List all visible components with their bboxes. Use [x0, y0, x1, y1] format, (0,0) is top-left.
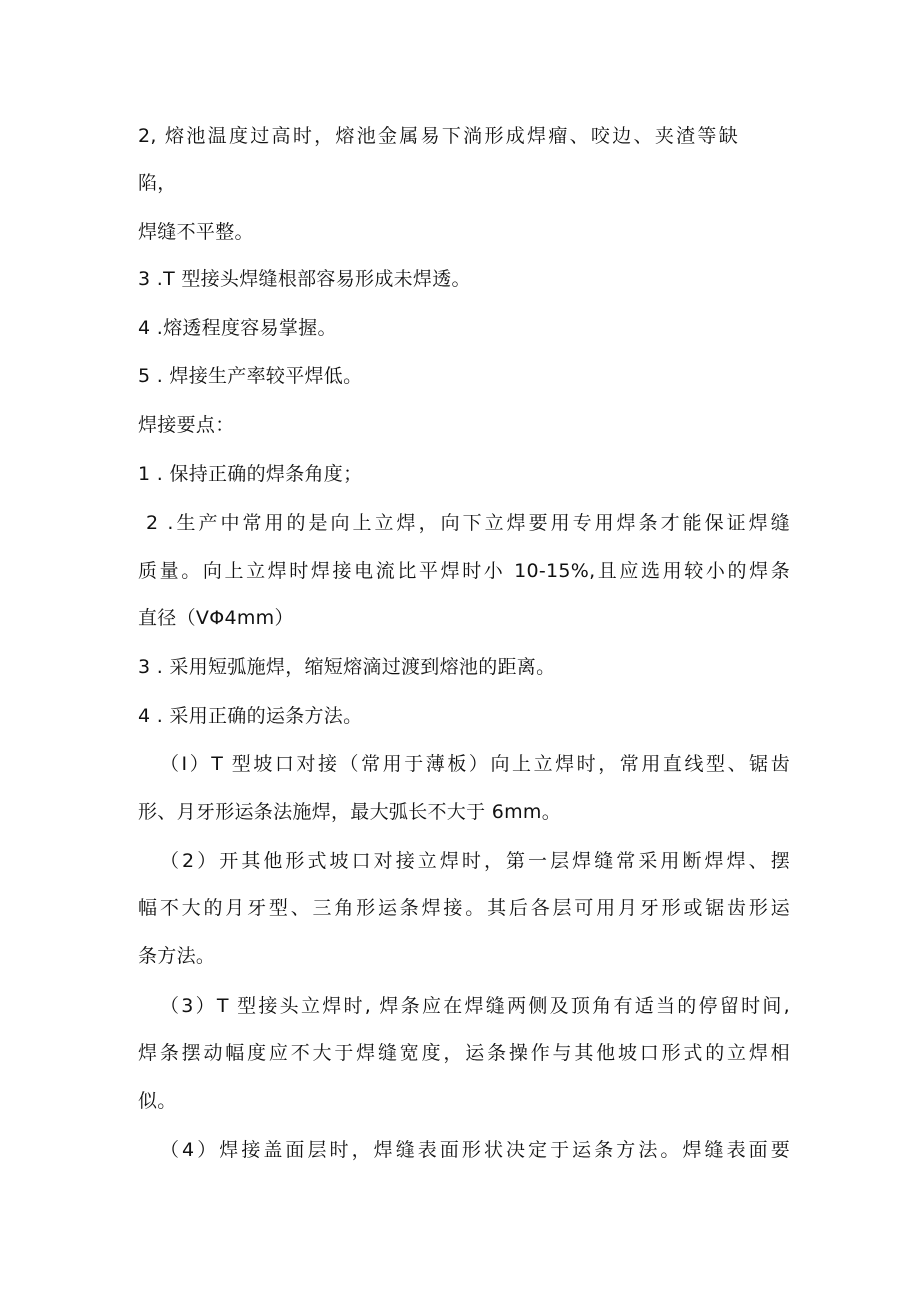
text-line: 焊缝不平整。	[138, 221, 254, 243]
text-line: 陷，	[138, 172, 177, 194]
text-line: （2）开其他形式坡口对接立焊时，第一层焊缝常采用断焊焊、摆	[160, 850, 790, 872]
text-line: （4）焊接盖面层时，焊缝表面形状决定于运条方法。焊缝表面要	[160, 1139, 790, 1161]
text-line: 直径（VΦ4mm）	[138, 607, 294, 629]
text-line: （I）T 型坡口对接（常用于薄板）向上立焊时，常用直线型、锯齿	[160, 753, 790, 775]
text-line: 2, 熔池温度过高时，熔池金属易下淌形成焊瘤、咬边、夹渣等缺	[138, 125, 738, 147]
text-line: 焊条摆动幅度应不大于焊缝宽度，运条操作与其他坡口形式的立焊相	[138, 1042, 790, 1064]
section-heading: 焊接要点：	[138, 414, 235, 436]
text-line: 3 . 采用短弧施焊，缩短熔滴过渡到熔池的距离。	[138, 656, 556, 678]
text-line: 3 .T 型接头焊缝根部容易形成未焊透。	[138, 268, 471, 290]
text-line: 4 .熔透程度容易掌握。	[138, 317, 337, 339]
text-line: 幅不大的月牙型、三角形运条焊接。其后各层可用月牙形或锯齿形运	[138, 897, 790, 919]
text-line: 形、月牙形运条法施焊，最大弧长不大于 6mm。	[138, 801, 562, 823]
text-line: 条方法。	[138, 945, 216, 967]
text-line: 4 . 采用正确的运条方法。	[138, 705, 363, 727]
text-line: 2 .生产中常用的是向上立焊，向下立焊要用专用焊条才能保证焊缝	[146, 512, 790, 534]
text-line: （3）T 型接头立焊时, 焊条应在焊缝两侧及顶角有适当的停留时间,	[160, 995, 790, 1017]
text-line: 5 . 焊接生产率较平焊低。	[138, 365, 363, 387]
text-line: 质量。向上立焊时焊接电流比平焊时小 10-15%,且应选用较小的焊条	[138, 560, 790, 582]
text-line: 似。	[138, 1090, 177, 1112]
text-line: 1 . 保持正确的焊条角度；	[138, 463, 363, 485]
